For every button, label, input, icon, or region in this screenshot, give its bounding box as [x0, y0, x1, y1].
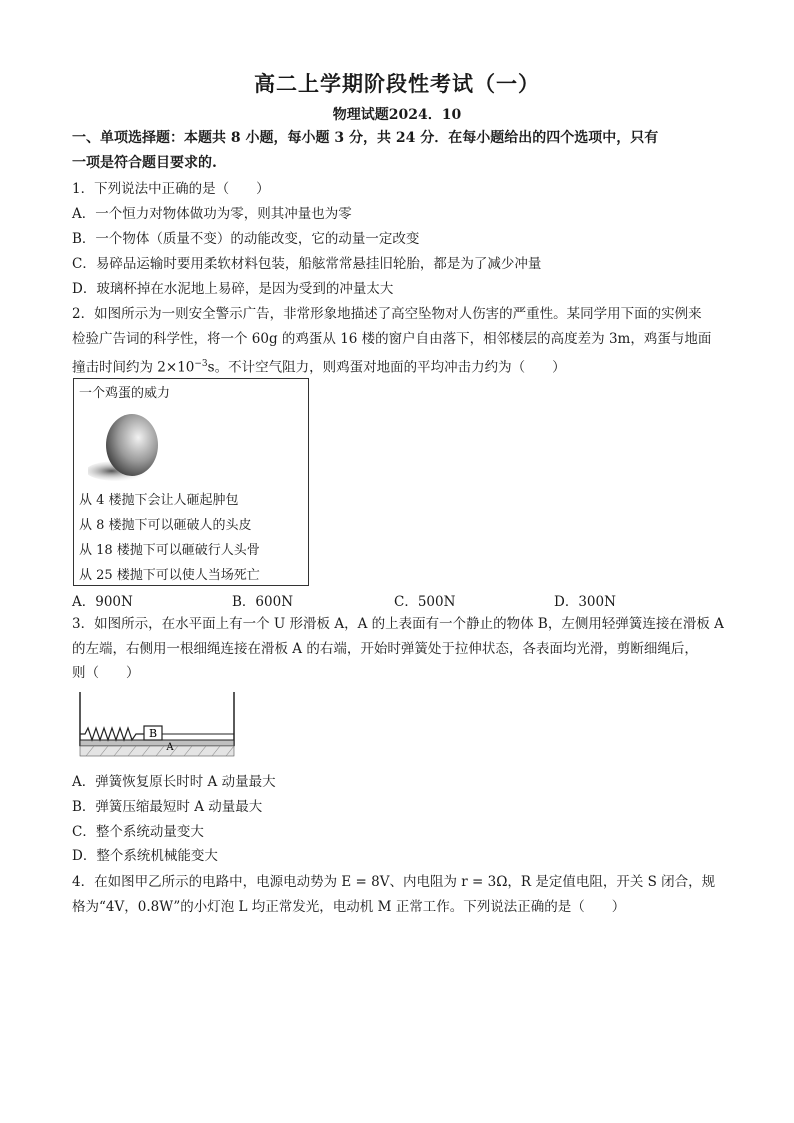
q2-stem-line-2: 检验广告词的科学性，将一个 60g 的鸡蛋从 16 楼的窗户自由落下，相邻楼层的高度差为 3m，鸡蛋与地面	[72, 331, 712, 347]
q3-stem-line-2: 的左端，右侧用一根细绳连接在滑板 A 的右端，开始时弹簧处于拉伸状态，各表面均光滑，剪断细绳后，	[72, 641, 698, 657]
q2-option-d: D．300N	[554, 594, 616, 610]
ad-line-18th-floor: 从 18 楼抛下可以砸破行人头骨	[79, 543, 260, 558]
q2-stem-line-3	[72, 354, 726, 378]
q4-stem-line-1: 4．在如图甲乙所示的电路中，电源电动势为 E = 8V、内电阻为 r = 3Ω，R 是定值电阻，开关 S 闭合，规	[72, 874, 716, 890]
q1-option-a: A．一个恒力对物体做功为零，则其冲量也为零	[72, 206, 352, 222]
page-title: 高二上学期阶段性考试（一）	[254, 71, 540, 96]
ad-line-25th-floor: 从 25 楼抛下可以使人当场死亡	[79, 568, 260, 583]
q1-option-c: C．易碎品运输时要用柔软材料包装，船舷常常悬挂旧轮胎，都是为了减少冲量	[72, 256, 542, 272]
q4-stem-line-2: 格为“4V，0.8W”的小灯泡 L 均正常发光，电动机 M 正常工作。下列说法正确的是（ ）	[72, 899, 626, 915]
q1-option-d: D．玻璃杯掉在水泥地上易碎，是因为受到的冲量太大	[72, 281, 394, 297]
q2-exponent: −3	[194, 359, 208, 369]
section-heading-line-2: 一项是符合题目要求的.	[72, 155, 217, 171]
q2-stem-line-3-b: s。不计空气阻力，则鸡蛋对地面的平均冲击力约为（ ）	[207, 359, 566, 376]
block-b-label: B	[148, 727, 158, 740]
q1-stem: 1．下列说法中正确的是（ ）	[72, 181, 270, 197]
ad-line-8th-floor: 从 8 楼抛下可以砸破人的头皮	[79, 518, 252, 533]
q3-option-a: A．弹簧恢复原长时时 A 动量最大	[72, 774, 276, 790]
egg-image	[88, 405, 168, 483]
q1-option-b: B．一个物体（质量不变）的动能改变，它的动量一定改变	[72, 231, 420, 247]
q2-option-c: C．500N	[394, 594, 456, 610]
page-subtitle: 物理试题2024．10	[332, 107, 462, 123]
ad-heading: 一个鸡蛋的威力	[79, 386, 171, 401]
q2-stem-line-1: 2．如图所示为一则安全警示广告，非常形象地描述了高空坠物对人伤害的严重性。某同学用下面的实例来	[72, 306, 702, 322]
q3-stem-line-3: 则（ ）	[72, 665, 140, 681]
u-board-spring-figure	[76, 690, 238, 760]
q2-stem-line-3-a: 撞击时间约为 2×10	[72, 359, 195, 376]
ad-line-4th-floor: 从 4 楼抛下会让人砸起肿包	[79, 493, 239, 508]
section-heading-line-1: 一、单项选择题：本题共 8 小题，每小题 3 分，共 24 分．在每小题给出的四个选项中，只有	[72, 130, 659, 146]
q3-option-c: C．整个系统动量变大	[72, 824, 204, 840]
egg-warning-ad	[73, 378, 309, 586]
q2-option-b: B．600N	[232, 594, 294, 610]
q2-option-a: A．900N	[72, 594, 133, 610]
q3-option-d: D．整个系统机械能变大	[72, 848, 218, 864]
q3-stem-line-1: 3．如图所示，在水平面上有一个 U 形滑板 A，A 的上表面有一个静止的物体 B，左侧用轻弹簧连接在滑板 A	[72, 616, 724, 632]
board-a-label: A	[166, 742, 174, 753]
q3-option-b: B．弹簧压缩最短时 A 动量最大	[72, 799, 263, 815]
